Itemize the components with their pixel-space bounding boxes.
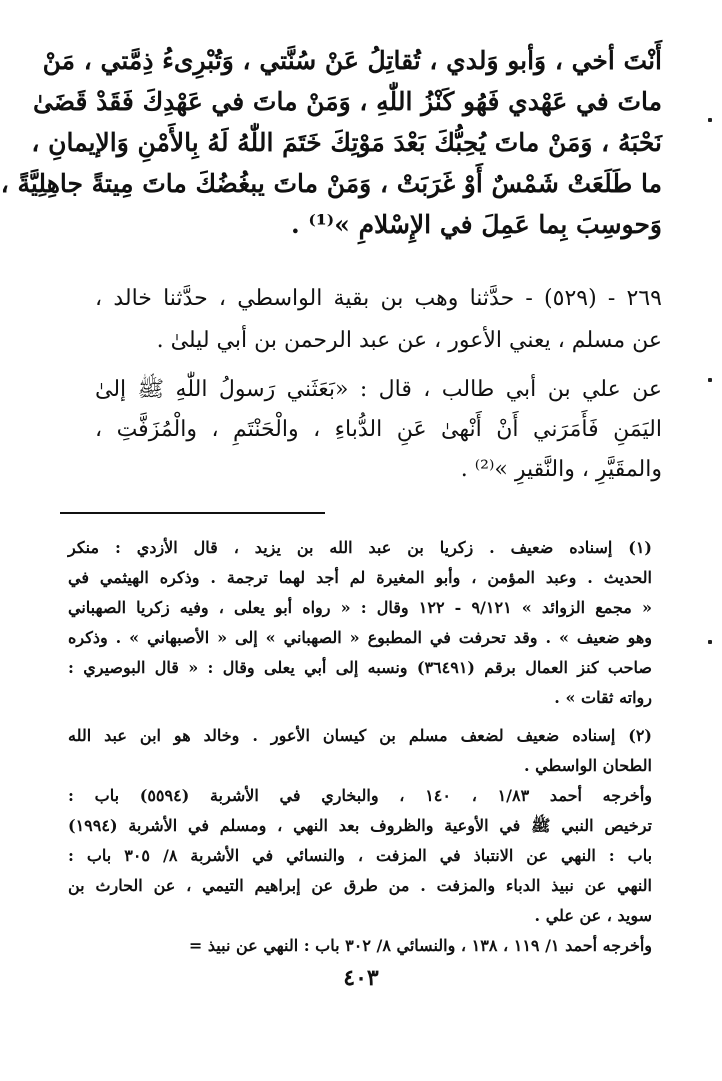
footnote-separator bbox=[60, 512, 325, 514]
matn-line: اليَمَنِ فَأَمَرَني أَنْ أَنْهىٰ عَنِ الدُّباءِ ، والْحَنْتَمِ ، والْمُزَفَّتِ ، bbox=[95, 417, 662, 442]
footnote-1-line: الحديث . وعبد المؤمن ، وأبو المغيرة لم أجد لهما ترجمة . وذكره الهيثمي في bbox=[68, 568, 652, 587]
hadith-text-block bbox=[0, 40, 662, 245]
isnad-line: ٢٦٩ - (٥٢٩) - حدَّثنا وهب بن بقية الواسطي ، حدَّثنا خالد ، bbox=[95, 286, 662, 311]
hadith-line: ماتَ في عَهْدي فَهُو كَنْزُ اللّٰهِ ، وَمَنْ ماتَ في عَهْدِكَ فَقَدْ قَضَىٰ bbox=[32, 87, 662, 116]
footnotes-block bbox=[68, 533, 652, 961]
footnote-1-line: صاحب كنز العمال برقم (٣٦٤٩١) ونسبه إلى أبي يعلى وقال : « قال البوصيري : bbox=[68, 658, 652, 677]
footnote-2-takhrij-line: وأخرجه أحمد ١/٨٣ ، ١٤٠ ، والبخاري في الأشربة (٥٥٩٤) باب : bbox=[68, 786, 652, 805]
footnote-2-takhrij-line: سويد ، عن علي . bbox=[534, 906, 652, 925]
footnote-2-continued-line: وأخرجه أحمد ١/ ١١٩ ، ١٣٨ ، والنسائي ٨/ ٣٠٢ باب : النهي عن نبيذ = bbox=[188, 936, 652, 955]
footnote-1-line: (١) إسناده ضعيف . زكريا بن عبد الله بن يزيد ، قال الأزدي : منكر bbox=[68, 538, 652, 557]
hadith-line: وَحوسِبَ بِما عَمِلَ في الإِسْلامِ »⁽¹⁾ . bbox=[290, 210, 662, 239]
hadith-line: نَحْبَهُ ، وَمَنْ ماتَ يُحِبُّكَ بَعْدَ مَوْتِكَ خَتَمَ اللّٰهُ لَهُ بِالأَمْنِ وَالإيمانِ ، bbox=[31, 128, 662, 157]
margin-speck bbox=[708, 378, 712, 382]
footnote-2-line: (٢) إسناده ضعيف لضعف مسلم بن كيسان الأعور . وخالد هو ابن عبد الله bbox=[68, 726, 652, 745]
margin-speck bbox=[708, 640, 712, 644]
matn-line: والمقَيَّرِ ، والنَّقيرِ »⁽²⁾ . bbox=[460, 457, 662, 482]
isnad-block bbox=[95, 278, 662, 362]
footnote-2-takhrij-line: ترخيص النبي ﷺ في الأوعية والظروف بعد النهي ، ومسلم في الأشربة (١٩٩٤) bbox=[68, 816, 652, 835]
footnote-2-line: الطحان الواسطي . bbox=[523, 756, 652, 775]
hadith-line: أَنْتَ أخي ، وَأبو وَلدي ، تُقاتِلُ عَنْ سُنَّتي ، وَتُبْرِىءُ ذِمَّتي ، مَنْ bbox=[42, 46, 662, 75]
page-number: ٤٠٣ bbox=[343, 965, 379, 991]
margin-speck bbox=[708, 118, 712, 122]
matn-block bbox=[95, 370, 662, 490]
hadith-line: ما طَلَعَتْ شَمْسٌ أَوْ غَرَبَتْ ، وَمَنْ ماتَ يبغُضُكَ ماتَ مِيتةً جاهِلِيَّةً ، bbox=[0, 169, 662, 198]
footnote-1-line: وهو ضعيف » . وقد تحرفت في المطبوع « الصهباني » إلى « الأصبهاني » . وذكره bbox=[68, 628, 652, 647]
footnote-2-takhrij-line: النهي عن نبيذ الدباء والمزفت . من طرق عن إبراهيم التيمي ، عن الحارث بن bbox=[68, 876, 652, 895]
footnote-1-line: « مجمع الزوائد » ٩/١٢١ - ١٢٢ وقال : « رواه أبو يعلى ، وفيه زكريا الصهباني bbox=[68, 598, 652, 617]
isnad-line: عن مسلم ، يعني الأعور ، عن عبد الرحمن بن أبي ليلىٰ . bbox=[156, 328, 662, 353]
matn-line: عن علي بن أبي طالب ، قال : «بَعَثَني رَسولُ اللّٰهِ ﷺ إلىٰ bbox=[95, 377, 662, 402]
footnote-2-takhrij-line: باب : النهي عن الانتباذ في المزفت ، والنسائي في الأشربة ٨/ ٣٠٥ باب : bbox=[68, 846, 653, 865]
footnote-1-line: رواته ثقات » . bbox=[554, 688, 652, 707]
footnote-gap bbox=[68, 713, 652, 721]
